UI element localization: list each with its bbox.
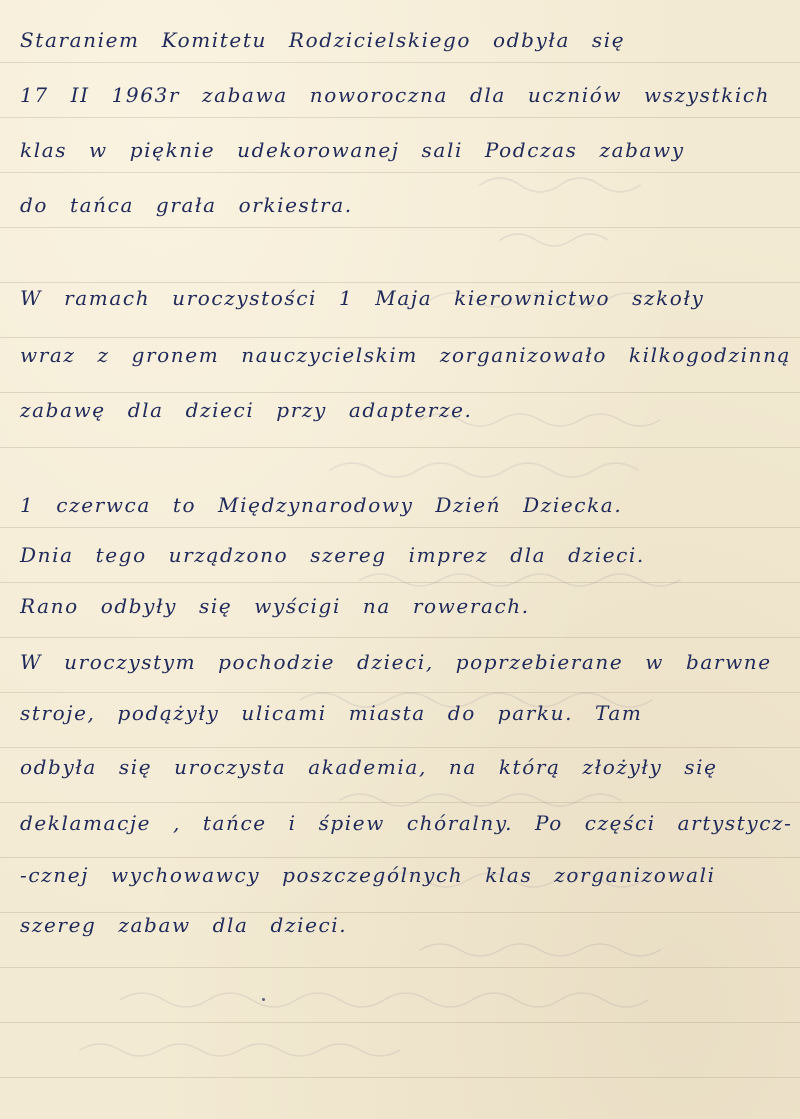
ink-dot	[262, 998, 265, 1001]
handwritten-line: W uroczystym pochodzie dzieci, poprzebierane w barwne	[20, 650, 772, 674]
handwritten-line: Staraniem Komitetu Rodzicielskiego odbyła się	[20, 28, 626, 52]
handwritten-line: deklamacje , tańce i śpiew chóralny. Po części artystycz-	[20, 811, 793, 835]
handwritten-line: wraz z gronem nauczycielskim zorganizowało kilkogodzinną	[20, 343, 792, 367]
handwritten-line: do tańca grała orkiestra.	[20, 193, 353, 217]
handwritten-line: W ramach uroczystości 1 Maja kierownictwo szkoły	[20, 286, 705, 310]
handwritten-line: zabawę dla dzieci przy adapterze.	[20, 398, 473, 422]
handwritten-line: szereg zabaw dla dzieci.	[20, 913, 348, 937]
handwritten-line: -cznej wychowawcy poszczególnych klas zorganizowali	[20, 863, 716, 887]
handwritten-line: Rano odbyły się wyścigi na rowerach.	[20, 594, 530, 618]
handwritten-line: 17 II 1963r zabawa noworoczna dla uczniów wszystkich	[20, 83, 771, 107]
handwritten-line: stroje, podążyły ulicami miasta do parku. Tam	[20, 701, 643, 725]
handwritten-line: Dnia tego urządzono szereg imprez dla dzieci.	[20, 543, 645, 567]
handwritten-line: odbyła się uroczysta akademia, na którą złożyły się	[20, 755, 718, 779]
handwritten-line: klas w pięknie udekorowanej sali Podczas zabawy	[20, 138, 685, 162]
handwritten-line: 1 czerwca to Międzynarodowy Dzień Dziecka.	[20, 493, 623, 517]
